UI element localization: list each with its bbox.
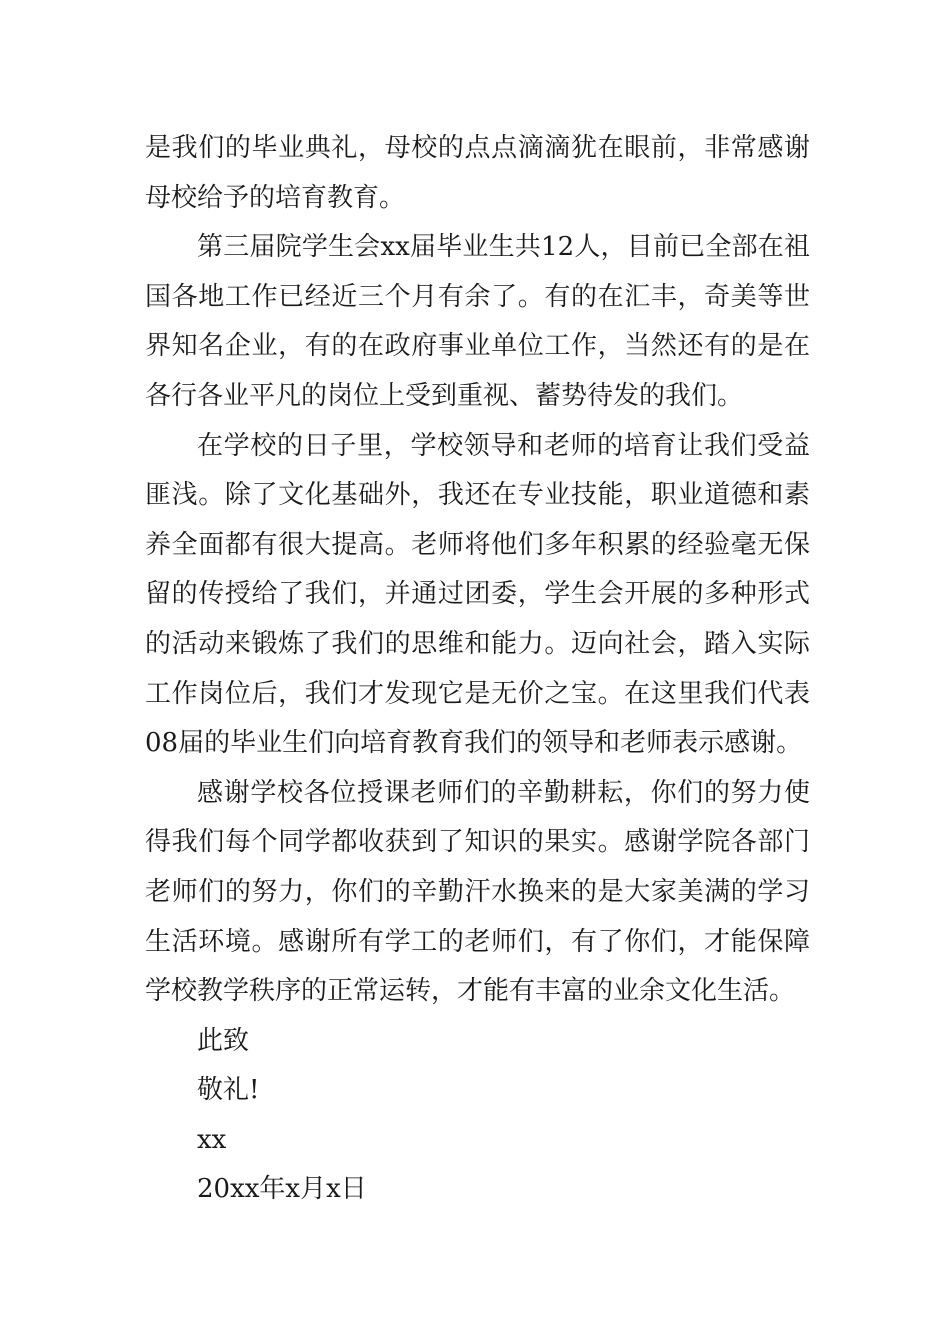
letter-date: 20xx年x月x日 (197, 1174, 367, 1205)
closing-greeting-2: 敬礼! (197, 1075, 260, 1106)
closing-greeting-1: 此致 (197, 1025, 250, 1056)
paragraph-thanks: 感谢学校各位授课老师们的辛勤耕耘，你们的努力使得我们每个同学都收获到了知识的果实。感谢学院各部门老师们的努力，你们的辛勤汗水换来的是大家美满的学习生活环境。感谢所有学工的老师们，有了你们，才能保障学校教学秩序的正常运转，才能有丰富的业余文化生活。 (145, 777, 810, 1007)
letter-body (145, 124, 810, 1215)
paragraph-continuation: 是我们的毕业典礼，母校的点点滴滴犹在眼前，非常感谢母校给予的培育教育。 (145, 133, 810, 213)
paragraph-school-days: 在学校的日子里，学校领导和老师的培育让我们受益匪浅。除了文化基础外，我还在专业技能，职业道德和素养全面都有很大提高。老师将他们多年积累的经验毫无保留的传授给了我们，并通过团委，学生会开展的多种形式的活动来锻炼了我们的思维和能力。迈向社会，踏入实际工作岗位后，我们才发现它是无价之宝。在这里我们代表08届的毕业生们向培育教育我们的领导和老师表示感谢。 (145, 430, 810, 759)
paragraph-graduates: 第三届院学生会xx届毕业生共12人，目前已全部在祖国各地工作已经近三个月有余了。有的在汇丰，奇美等世界知名企业，有的在政府事业单位工作，当然还有的是在各行各业平凡的岗位上受到重视、蓄势待发的我们。 (145, 232, 810, 411)
signer-name: xx (197, 1124, 227, 1155)
